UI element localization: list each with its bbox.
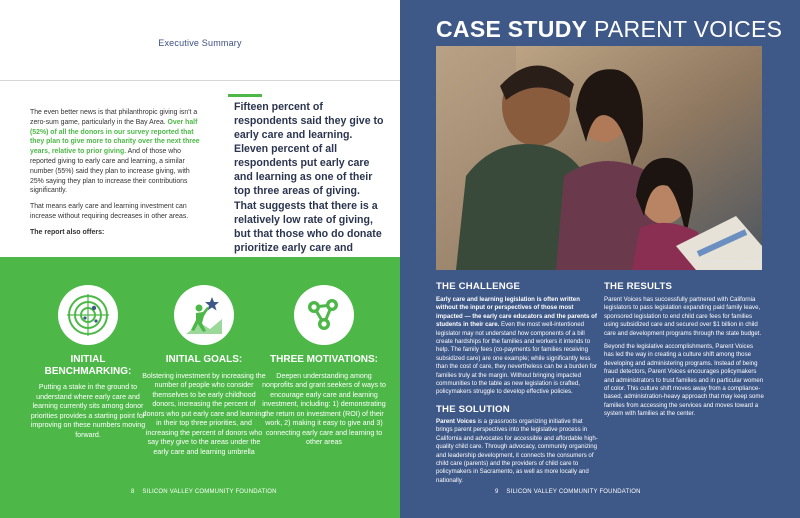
feature-body: Deepen understanding among nonprofits and grant seekers of ways to encourage early care and learning investment, including: 1) demonstrating the return on investment (ROI) of their work, 2) making it easy to give and 3) connecting early care and learning to other areas (262, 371, 386, 446)
challenge-heading: THE CHALLENGE (436, 281, 521, 292)
header-divider (0, 80, 400, 81)
results-text (604, 296, 764, 424)
feature-body: Putting a stake in the ground to understand where early care and learning currently sits among donor priorities provides a starting point for improving on these numbers moving forward. (30, 383, 146, 439)
feature-title: INITIAL GOALS: (165, 354, 243, 365)
solution-heading: THE SOLUTION (436, 404, 510, 415)
results-heading: THE RESULTS (604, 281, 673, 292)
right-page (400, 0, 800, 518)
left-footer (131, 489, 277, 495)
solution-text (436, 418, 600, 485)
intro-paragraph-3: The report also offers: (30, 228, 105, 236)
footer-org: SILICON VALLEY COMMUNITY FOUNDATION (506, 489, 641, 495)
intro-paragraph-2: That means early care and learning investment can increase without requiring decreases in other areas. (30, 203, 189, 220)
feature-title: INITIAL BENCHMARKING: (44, 354, 132, 377)
climber-star-icon (174, 285, 234, 345)
right-footer (495, 489, 641, 495)
page-number: 9 (495, 489, 499, 495)
feature-motivations (262, 285, 386, 448)
network-icon (294, 285, 354, 345)
results-paragraph-2: Beyond the legislative accomplishments, Parent Voices has led the way in creating a culture shift among those developing and administering programs. Instead of being fraud detectors, Parent Voices encourages policymakers and administrators to trust families and in particular women of color. This culture shift moves away from a compliance-based, administration-heavy approach that may keep some families from accessing the services and moves toward a system with families at the center. (604, 343, 764, 418)
family-photo (436, 46, 762, 270)
solution-lead: Parent Voices (436, 418, 476, 425)
footer-org: SILICON VALLEY COMMUNITY FOUNDATION (142, 489, 277, 495)
feature-goals (142, 285, 266, 457)
page-number: 8 (131, 489, 135, 495)
intro-column (30, 108, 202, 244)
pull-quote-accent (228, 94, 262, 97)
results-paragraph-1: Parent Voices has successfully partnered with California legislators to pass legislation expanding paid family leave, sponsored legislation to end child care fees for families using subsidized care and secured over $1 billion in child care and development programs through the state budget. (604, 296, 762, 337)
challenge-lead: Early care and learning legislation is often written without the input or perspectives of those most impacted — the early care educators and the parents of students in their care. (436, 296, 597, 329)
feature-body: Bolstering investment by increasing the number of people who consider themselves to be early childhood donors, increasing the percent of donors who put early care and learning in their top three priorities, and increasing the percent of donors who say they give to the areas under the early care and learning umbrella (142, 371, 266, 456)
section-label: Executive Summary (158, 38, 242, 48)
target-icon (58, 285, 118, 345)
intro-highlight: Over half (52%) of all the donors in our survey reported that they plan to give more to charity over the next three years, relative to prior giving. (30, 118, 200, 156)
photo-credit: Photo: Courtesy The Big Lift (698, 260, 758, 265)
solution-body: is a grassroots organizing initiative that brings parent perspectives into the legislative process in California and advocates for accessible and affordable high-quality child care. Through advocacy, community organizing and leadership development, it connects the consumers of child care (parents) and the providers of child care to policymakers in Sacramento, as well as more locally and nationally. (436, 418, 598, 484)
intro-paragraph-1 (30, 108, 202, 196)
challenge-body: Even the most well-intentioned legislator may not understand how components of a bill create hardships for the families and workers it intends to help. The family fees (co-payments for families receiving subsidized care) are one example; while significantly less than the cost of care, they nevertheless can be a burden for families truly at the margin. Without bringing impacted communities to the table as new legislation is crafted, policymakers struggle to develop effective policies. (436, 321, 597, 396)
title-bold: CASE STUDY (436, 16, 588, 42)
intro-text-after: And of those who reported giving to early care and learning, a similar number (55%) said they plan to increase giving, with 25% saying they plan to increase their contributions significantly. (30, 148, 190, 195)
pull-quote: Fifteen percent of respondents said they give to early care and learning. Eleven percent of all respondents put early care and learning as one of their top three areas of giving. That suggests that there is a relatively low rate of giving, but that those who do donate prioritize early care and (234, 101, 384, 254)
case-study-title (436, 16, 782, 43)
feature-benchmarking (26, 285, 150, 440)
challenge-text (436, 296, 600, 397)
intro-text-before: The even better news is that philanthropic giving isn't a zero-sum game, particularly in the Bay Area. (30, 109, 198, 126)
title-thin: PARENT VOICES (593, 16, 783, 42)
feature-title: THREE MOTIVATIONS: (270, 354, 378, 365)
